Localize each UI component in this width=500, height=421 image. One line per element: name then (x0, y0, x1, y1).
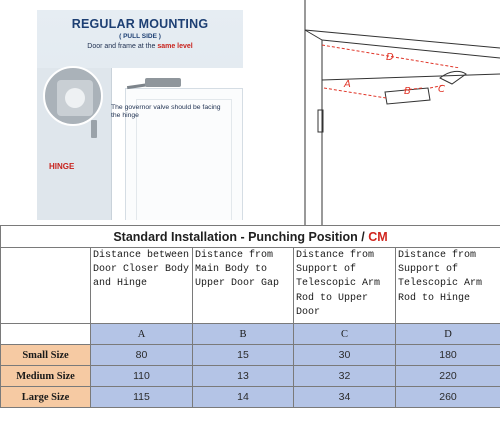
label-b: B (404, 86, 411, 97)
table-cell: 260 (396, 387, 500, 408)
regular-mounting-photo (37, 10, 243, 220)
dimension-a-line (324, 88, 386, 98)
row-label-medium: Medium Size (1, 366, 91, 387)
table-cell: 14 (193, 387, 294, 408)
row-label-small: Small Size (1, 345, 91, 366)
column-letter-c: C (294, 324, 396, 345)
table-unit: CM (368, 229, 388, 244)
table-row (1, 345, 500, 366)
label-d: D (386, 52, 394, 63)
photo-caption (37, 43, 243, 50)
closer-zoom-inset (43, 66, 103, 126)
column-description-d: Distance from Support of Telescopic Arm Rod to Hinge (396, 248, 500, 324)
table-cell: 30 (294, 345, 396, 366)
table-cell: 32 (294, 366, 396, 387)
table-cell: 80 (91, 345, 193, 366)
table-cell: 13 (193, 366, 294, 387)
table-title-text: Standard Installation - Punching Position / (113, 229, 365, 244)
table-row (1, 366, 500, 387)
table-row (1, 387, 500, 408)
column-letter-a: A (91, 324, 193, 345)
label-c: C (438, 84, 445, 95)
photo-headline: REGULAR MOUNTING (71, 17, 209, 31)
header-corner (1, 248, 91, 324)
caption-accent: same level (157, 43, 193, 50)
table-cell: 115 (91, 387, 193, 408)
column-description-b: Distance from Main Body to Upper Door Gap (193, 248, 294, 324)
photo-subline: ( PULL SIDE ) (119, 33, 161, 40)
closer-arm (440, 71, 466, 84)
caption-lead: Door and frame at the (87, 43, 156, 50)
hinge-label: HINGE (49, 162, 75, 171)
column-description-c: Distance from Support of Telescopic Arm Rod to Upper Door (294, 248, 396, 324)
hinge-icon (91, 120, 97, 138)
table-cell: 34 (294, 387, 396, 408)
label-a: A (344, 79, 351, 90)
table-cell: 180 (396, 345, 500, 366)
valve-note: The governor valve should be facing the hinge (111, 104, 221, 120)
column-description-a: Distance between Door Closer Body and Hinge (91, 248, 193, 324)
table-title (1, 226, 500, 248)
valve-icon (65, 88, 85, 108)
installation-diagram (300, 0, 500, 226)
door-closer-body (145, 78, 181, 87)
punching-position-table (0, 225, 500, 410)
table-cell: 220 (396, 366, 500, 387)
letter-row-corner (1, 324, 91, 345)
table-cell: 110 (91, 366, 193, 387)
table-cell: 15 (193, 345, 294, 366)
column-letter-b: B (193, 324, 294, 345)
row-label-large: Large Size (1, 387, 91, 408)
column-letter-d: D (396, 324, 500, 345)
